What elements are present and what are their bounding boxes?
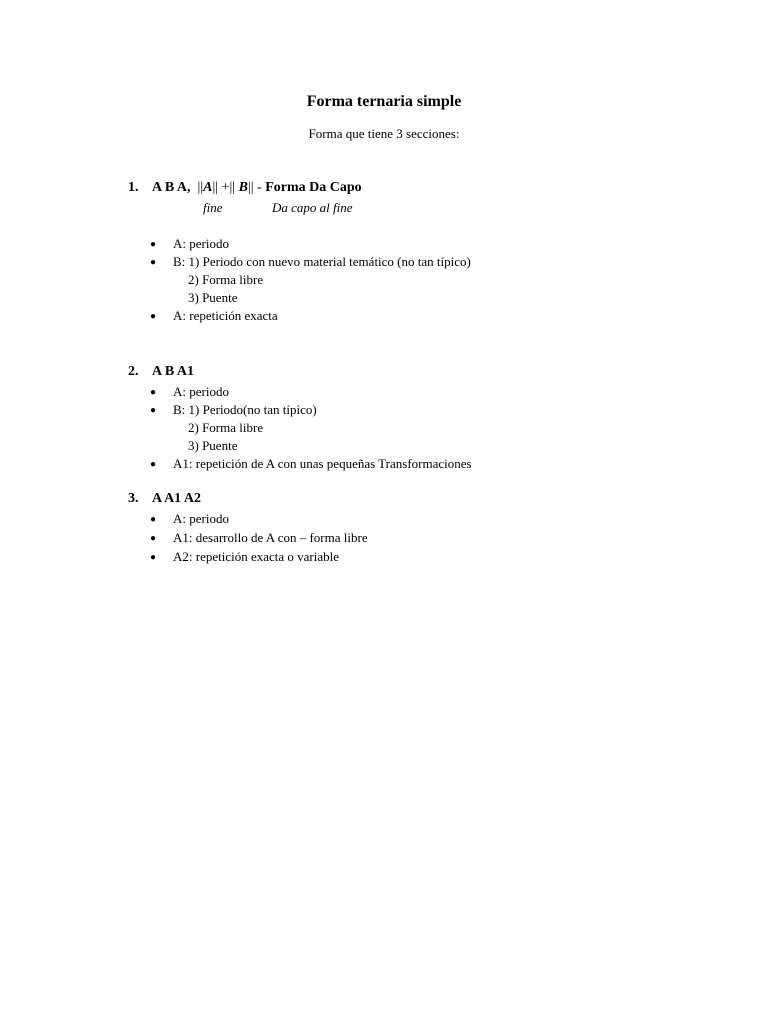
bullet-icon: ● [150, 239, 157, 250]
list-item [150, 511, 229, 527]
section-2-heading [128, 364, 194, 380]
section-3-heading [128, 491, 201, 507]
list-item-text: A: periodo [173, 384, 229, 399]
list-item-text: A: periodo [173, 511, 229, 526]
list-item-continuation: 3) Puente [188, 290, 238, 305]
section-1-bar-close: || [247, 180, 254, 195]
bullet-icon: ● [150, 514, 157, 525]
list-item-text: A2: repetición exacta o variable [173, 549, 340, 564]
list-item [150, 254, 471, 270]
list-item [150, 530, 368, 546]
list-item-text: A: periodo [173, 236, 229, 251]
list-item-text: B: 1) Periodo con nuevo material temático (no tan típico) [173, 254, 471, 269]
section-1-number: 1. [128, 180, 139, 195]
list-item-continuation: 3) Puente [188, 438, 238, 453]
section-2-number: 2. [128, 364, 139, 379]
bullet-icon: ● [150, 257, 157, 268]
list-item-text: A1: repetición de A con unas pequeñas Transformaciones [173, 456, 472, 471]
list-item-text: B: 1) Periodo(no tan típico) [173, 402, 317, 417]
section-1-heading-main: A B A, [152, 180, 191, 195]
list-item [150, 236, 229, 252]
section-1-bar-open: || [197, 180, 204, 195]
list-item [150, 549, 339, 565]
list-item-continuation: 2) Forma libre [188, 272, 264, 287]
bullet-icon: ● [150, 552, 157, 563]
list-item-continuation: 2) Forma libre [188, 420, 264, 435]
section-1-heading-a: A [203, 180, 213, 195]
section-1-heading-b: B [238, 180, 248, 195]
bullet-icon: ● [150, 405, 157, 416]
list-item-text: A: repetición exacta [173, 308, 278, 323]
list-item-text: A1: desarrollo de A con – forma libre [173, 530, 368, 545]
section-1-form-name: Forma Da Capo [265, 180, 362, 195]
section-2-heading-text: A B A1 [152, 364, 195, 379]
section-1-dash: - [257, 180, 262, 195]
bullet-icon: ● [150, 533, 157, 544]
label-da-capo-al-fine: Da capo al fine [272, 200, 353, 215]
bullet-icon: ● [150, 387, 157, 398]
section-3-number: 3. [128, 491, 139, 506]
document-title: Forma ternaria simple [306, 93, 462, 110]
list-item [150, 384, 229, 400]
section-1-heading [128, 180, 362, 196]
list-item [150, 456, 472, 472]
document-subtitle: Forma que tiene 3 secciones: [308, 126, 460, 141]
section-1-plus: || +|| [212, 180, 236, 195]
label-fine: fine [203, 200, 223, 215]
bullet-icon: ● [150, 459, 157, 470]
list-item [150, 308, 278, 324]
section-3-heading-text: A A1 A2 [152, 491, 202, 506]
bullet-icon: ● [150, 311, 157, 322]
list-item [150, 402, 317, 418]
